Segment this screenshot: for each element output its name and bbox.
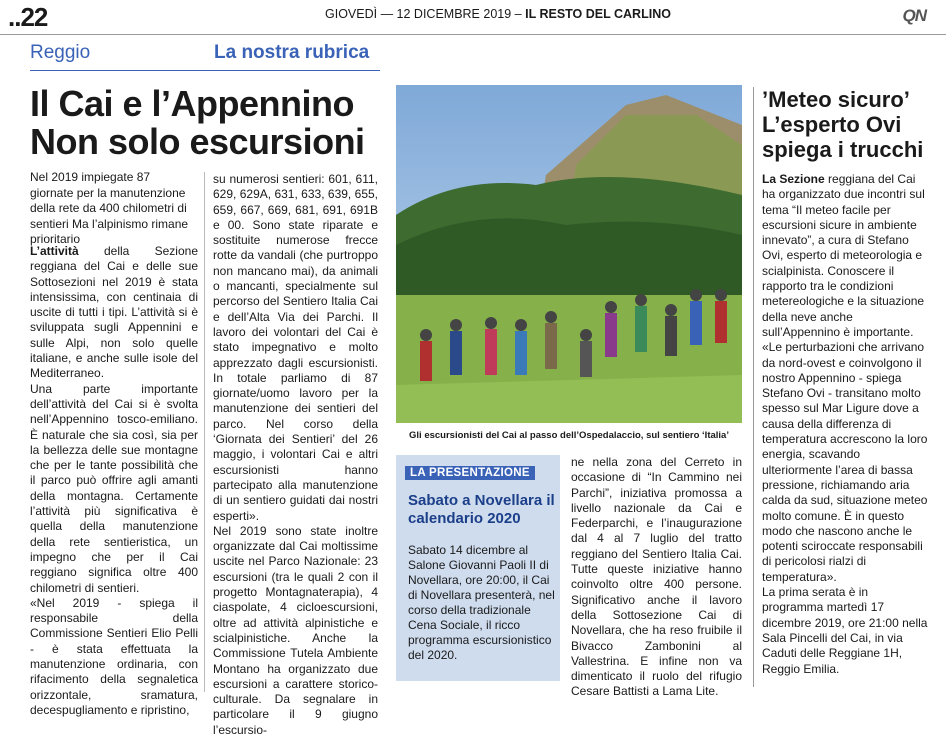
masthead bbox=[325, 7, 671, 21]
lead-words: La Sezione bbox=[762, 172, 825, 186]
column-divider bbox=[204, 172, 205, 692]
paragraph: Nel 2019 sono state inoltre organizzate dal Cai moltissime uscite nel Parco Nazionale: 23 escursioni (tra le quali 2 con il progetto Montagnaterapia), 4 ciaspolate, 4 cicloescursioni, oltre ad attività alpinistiche e scialpinistiche. Anche la Commissione Tutela Ambiente Montano ha organizzato due escursioni a carattere storico-culturale. Da segnalare in particolare il 9 giugno l’escursio- bbox=[213, 523, 378, 737]
paragraph-text: reggiana del Cai ha organizzato due incontri sul tema “Il meteo facile per escursioni sicure in ambiente innevato”, a cura di Stefano Ovi, esperto di meteorologia e scialpinista. Conoscere il rapporto tra le condizioni metereologiche e la situazione della neve anche sull’Appennino è importante. bbox=[762, 172, 925, 339]
section-label: Reggio bbox=[30, 42, 91, 63]
sidebar-title: ’Meteo sicuro’ L’esperto Ovi spiega i trucchi bbox=[762, 87, 924, 162]
paragraph bbox=[762, 172, 930, 340]
sidebar-column bbox=[762, 172, 930, 677]
article-column-2 bbox=[213, 172, 378, 738]
date-line: GIOVEDÌ — 12 DICEMBRE 2019 – bbox=[325, 7, 522, 21]
paragraph bbox=[30, 244, 198, 382]
hikers-photo bbox=[396, 85, 742, 423]
page-number: ..22 bbox=[8, 2, 48, 32]
rubric-label: La nostra rubrica bbox=[214, 42, 370, 63]
article-column-3: ne nella zona del Cerreto in occasione di “In Cammino nei Parchi”, iniziativa promossa a livello nazionale da Cai e Federparchi, e l’inaugurazione dal 4 al 7 luglio del tratto reggiano del Sentiero Italia Cai. Tutte queste iniziative hanno coinvolto oltre 400 persone. Significativo anche il lavoro della Sottosezione Cai di Novellara, che ha reso fruibile il Bivacco Zambonini al Vallestrina. E infine non va dimenticato il ruolo del rifugio Cesare Battisti a Lama Lite. bbox=[571, 455, 742, 699]
paragraph: su numerosi sentieri: 601, 611, 629, 629A, 631, 633, 639, 655, 659, 667, 669, 681, 691, 691B e 00. Sono state riparate e sostituite numerose frecce rotte da vandali (che purtroppo non mancano mai), da animali o mancanti, specialmente sul percorso del Sentiero Italia Cai e dell’Alta Via dei Parchi. Il lavoro dei volontari del Cai è stato impegnativo e molto apprezzato dagli escursionisti. In totale parliamo di 87 giornate/uomo lavoro per la manutenzione dei sentieri del parco. Nel corso della ‘Giornata dei Sentieri’ del 26 maggio, i volontari Cai e altri escursionisti hanno partecipato alla manutenzione di un sentiero guidati dai nostri esperti». bbox=[213, 172, 378, 523]
section-rule bbox=[30, 70, 380, 71]
standfirst: Nel 2019 impiegate 87 giornate per la manutenzione della rete da 400 chilometri di sentieri Ma l’alpinismo rimane prioritario bbox=[30, 170, 189, 246]
box-tag: LA PRESENTAZIONE bbox=[405, 466, 535, 480]
photo-caption: Gli escursionisti del Cai al passo dell’Ospedalaccio, sul sentiero ‘Italia’ bbox=[409, 430, 729, 441]
paragraph: «Nel 2019 - spiega il responsabile della Commissione Sentieri Elio Pelli - è stata effettuata la manutenzione ordinaria, con rifacimento della segnaletica orizzontale, sramatura, decespugliamento e ripristino, bbox=[30, 595, 198, 717]
paragraph: La prima serata è in programma martedì 17 dicembre 2019, ore 21:00 nella Sala Pincelli del Cai, in via Caduti delle Reggiane 1H, Reggio Emilia. bbox=[762, 585, 928, 676]
header-rule bbox=[0, 34, 946, 35]
headline: Il Cai e l’Appennino Non solo escursioni bbox=[30, 83, 365, 162]
paragraph-text: della Sezione reggiana del Cai e delle sue Sottosezioni nel 2019 è stata intensissima, con centinaia di uscite di tutti i tipi. L’attività si è sviluppata sugli Appennini e sulle Alpi, non solo quelle italiane, e anche sulle isole del Mediterraneo. bbox=[30, 244, 198, 381]
paragraph: Una parte importante dell’attività del Cai si è svolta nell’Appennino tosco-emiliano. È naturale che sia così, sia per la bellezza delle sue montagne che per le tante possibilità che il parco può offrire agli amanti della montagna. Certamente l’attività più significativa è quella della manutenzione della rete sentieristica, un impegno che per il Cai reggiano significa oltre 400 chilometri di sentieri. bbox=[30, 381, 198, 595]
lead-words: L’attività bbox=[30, 244, 79, 258]
newspaper-name: IL RESTO DEL CARLINO bbox=[525, 7, 671, 21]
box-body: Sabato 14 dicembre al Salone Giovanni Paoli II di Novellara, ore 20:00, il Cai di Novellara presenterà, nel corso della tradizionale Cena Sociale, il ricco programma escursionistico del 2020. bbox=[408, 543, 555, 662]
sidebar-divider bbox=[753, 87, 754, 687]
box-title: Sabato a Novellara il calendario 2020 bbox=[408, 492, 555, 527]
paragraph: «Le perturbazioni che arrivano da nord-ovest e coinvolgono il nostro Appennino - spiega Stefano Ovi - transitano molto spesso sul Mar Ligure dove a causa della differenza di temperatura accrescono la loro energia, scavando ulteriormente l’area di bassa pressione, richiamando aria calda da sud, situazione meteo molto comune. È in questo modo che nascono anche le potenti sciroccate responsabili di pericolosi rialzi di temperatura». bbox=[762, 340, 928, 584]
article-column-1 bbox=[30, 244, 198, 718]
qn-logo: QN bbox=[902, 6, 926, 25]
